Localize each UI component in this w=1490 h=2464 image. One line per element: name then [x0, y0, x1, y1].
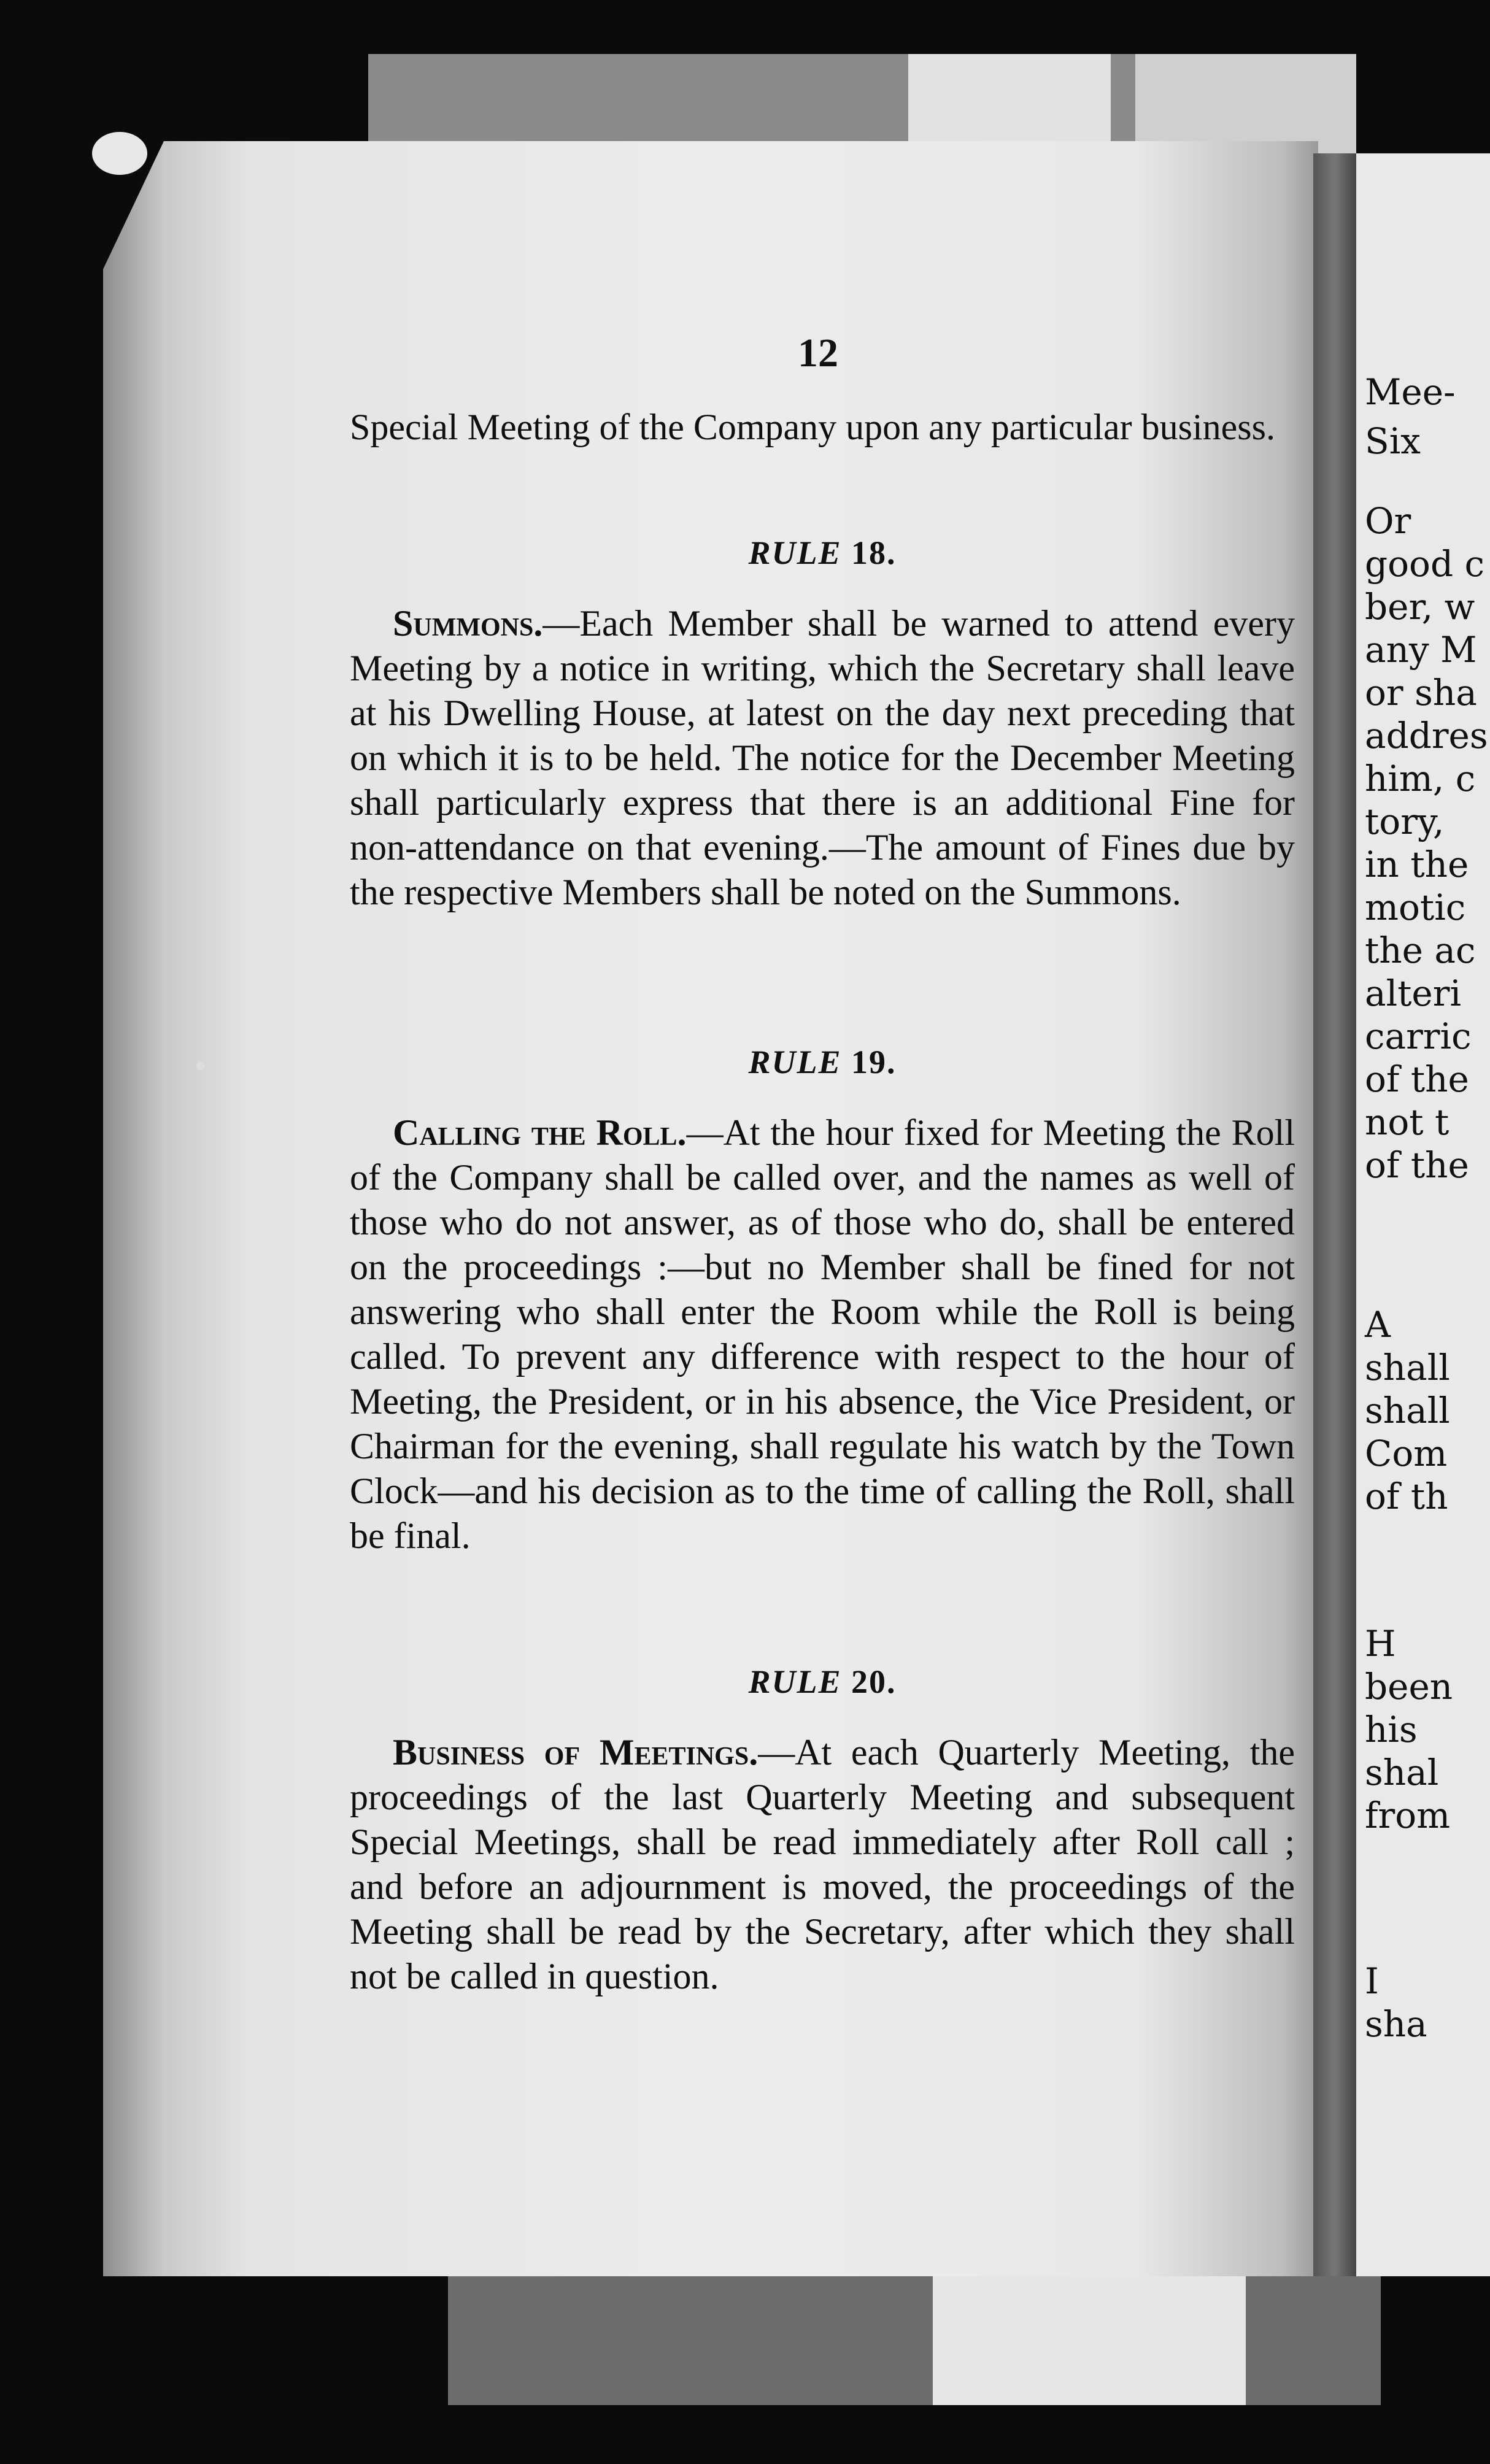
adjacent-page-fragment: the ac — [1365, 930, 1476, 971]
adjacent-page-fragment: Six — [1365, 420, 1421, 462]
rule-18-body: —Each Member shall be warned to attend every Meeting by a notice in writing, which the Secretary shall leave at his Dwelling House, at latest on the day next preceding that on which it is to be held. The notice for the December Meeting shall particularly express that there is an additional Fine for non-attendance on that evening.—The amount of Fines due by the respective Members shall be noted on the Summons. — [350, 603, 1295, 912]
adjacent-page-fragment: Com — [1365, 1433, 1448, 1474]
rule-19-body: —At the hour fixed for Meeting the Roll of the Company shall be called over, and the names as well of those who do not answer, as of those who do, shall be entered on the proceedings :—but no Member shall be fined for not answering who shall enter the Room while the Roll is being called. To prevent any difference with respect to the hour of Meeting, the President, or in his absence, the Vice President, or Chairman for the evening, shall regulate his watch by the Town Clock—and his decision as to the time of calling the Roll, shall be final. — [350, 1112, 1295, 1556]
opening-paragraph: Special Meeting of the Company upon any particular business. — [350, 407, 1275, 447]
rule-number: 19. — [851, 1044, 897, 1080]
adjacent-page-fragment: carric — [1365, 1015, 1472, 1057]
page-number: 12 — [798, 331, 838, 375]
right-page-fragment — [1356, 153, 1490, 2276]
adjacent-page-fragment: in the — [1365, 844, 1469, 885]
rule-number: 18. — [851, 534, 897, 571]
adjacent-page-fragment: ber, w — [1365, 586, 1475, 628]
adjacent-page-fragment: any M — [1365, 629, 1477, 671]
adjacent-page-fragment: H — [1365, 1623, 1396, 1665]
rule-19-title: Calling the Roll. — [393, 1112, 687, 1153]
adjacent-page-fragment: him, c — [1365, 758, 1476, 799]
adjacent-page-fragment: motic — [1365, 887, 1466, 928]
adjacent-page-fragment: been — [1365, 1666, 1453, 1707]
rule-19-paragraph — [350, 1111, 1295, 1558]
rule-number: 20. — [851, 1663, 897, 1700]
adjacent-page-fragment: A — [1365, 1304, 1391, 1346]
adjacent-page-fragment: alteri — [1365, 972, 1462, 1014]
adjacent-page-fragment: not t — [1365, 1101, 1449, 1143]
rule-label: RULE — [748, 534, 842, 571]
adjacent-page-fragment: of the — [1365, 1144, 1469, 1186]
adjacent-page-fragment: of the — [1365, 1058, 1469, 1100]
adjacent-page-fragment: shall — [1365, 1390, 1450, 1431]
adjacent-page-fragment: his — [1365, 1709, 1418, 1750]
rule-20-body: —At each Quarterly Meeting, the proceedings of the last Quarterly Meeting and subsequent Special Meetings, shall be read immediately after Roll call ; and before an adjournment is moved, the proceedings of the Meeting shall be read by the Secretary, after which they shall not be called in question. — [350, 1732, 1295, 1996]
adjacent-page-fragment: I — [1365, 1960, 1379, 2002]
adjacent-page-fragment: Mee- — [1365, 371, 1456, 413]
adjacent-page-fragment: from — [1365, 1795, 1451, 1836]
ink-dot — [196, 1061, 205, 1070]
adjacent-page-fragment: shall — [1365, 1347, 1450, 1388]
adjacent-page-fragment: or sha — [1365, 672, 1477, 714]
adjacent-page-fragment: of th — [1365, 1476, 1448, 1517]
rule-20-title: Business of Meetings. — [393, 1732, 759, 1773]
adjacent-page-fragment: shal — [1365, 1752, 1439, 1793]
rule-18-paragraph — [350, 601, 1295, 915]
rule-18-heading — [350, 534, 1295, 572]
book-gutter — [1313, 153, 1356, 2276]
rule-19-heading — [350, 1043, 1295, 1081]
adjacent-page-fragment: addres — [1365, 715, 1488, 757]
rule-label: RULE — [748, 1044, 842, 1080]
adjacent-page-fragment: Or — [1365, 500, 1411, 542]
adjacent-page-fragment: sha — [1365, 2003, 1427, 2045]
rule-label: RULE — [748, 1663, 842, 1700]
film-border-bottom — [448, 2270, 1381, 2405]
rule-20-paragraph — [350, 1730, 1295, 1999]
adjacent-page-fragment: good c — [1365, 543, 1485, 585]
adjacent-page-fragment: tory, — [1365, 801, 1445, 842]
film-speck — [92, 132, 147, 175]
rule-20-heading — [350, 1663, 1295, 1701]
rule-18-title: Summons. — [393, 603, 543, 644]
